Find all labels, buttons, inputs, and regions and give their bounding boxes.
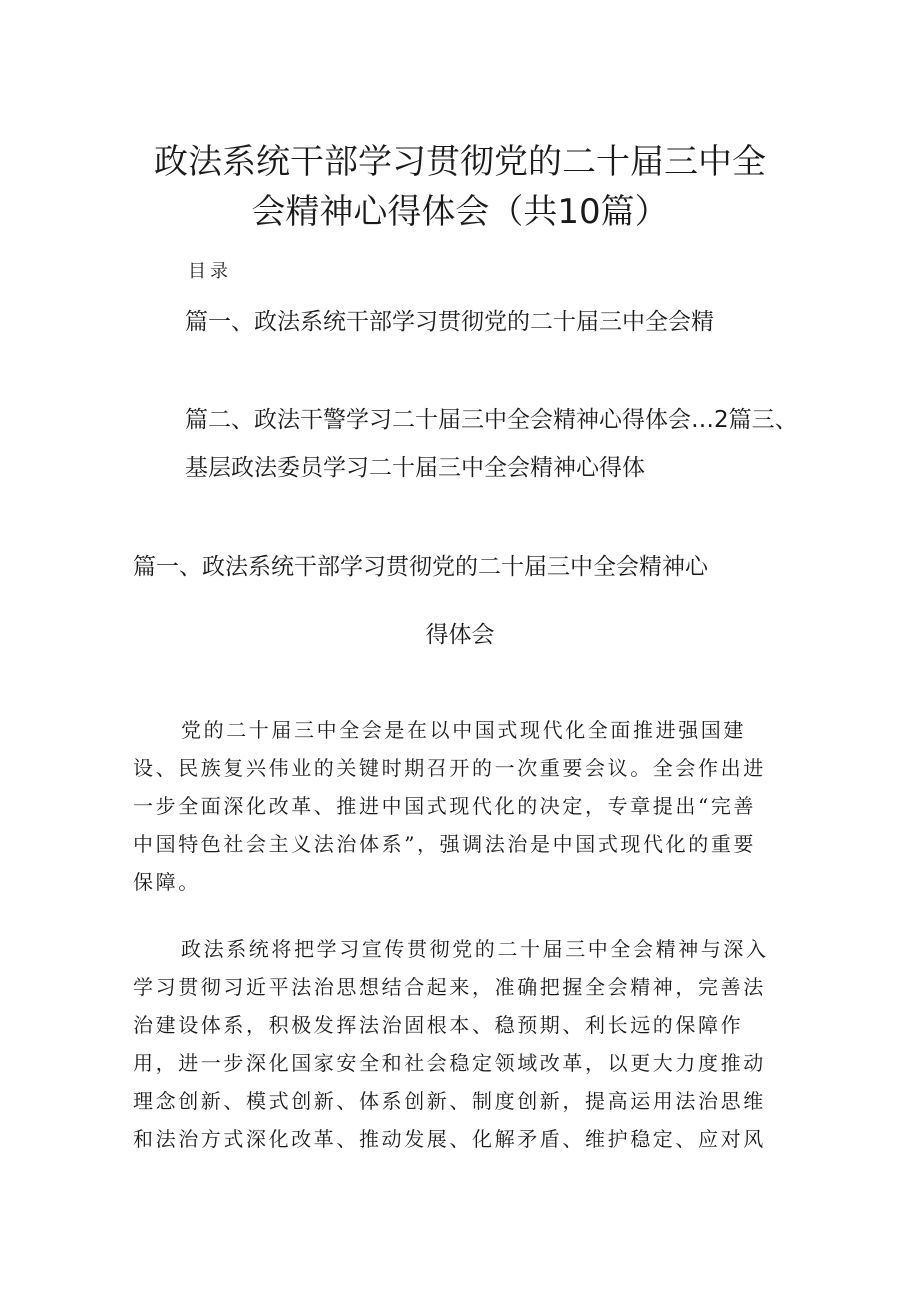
paragraph-line: 学习贯彻习近平法治思想结合起来，准确把握全会精神，完善法 — [133, 975, 766, 999]
paragraph-line: 治建设体系，积极发挥法治固根本、稳预期、利长远的保障作 — [133, 1013, 744, 1037]
paragraph-line: 党的二十届三中全会是在以中国式现代化全面推进强国建 — [181, 718, 746, 742]
paragraph-line: 政法系统将把学习宣传贯彻党的二十届三中全会精神与深入 — [181, 937, 769, 961]
toc-label: 目录 — [188, 261, 232, 282]
paragraph-line: 理念创新、模式创新、体系创新、制度创新，提高运用法治思维 — [133, 1089, 766, 1113]
section-heading-line-1: 篇一、政法系统干部学习贯彻党的二十届三中全会精神心 — [133, 554, 708, 580]
toc-entry-1: 篇一、政法系统干部学习贯彻党的二十届三中全会精 — [185, 309, 714, 335]
paragraph-2 — [133, 930, 793, 1158]
document-title-line-1: 政法系统干部学习贯彻党的二十届三中全 — [154, 142, 766, 182]
paragraph-line: 和法治方式深化改革、推动发展、化解矛盾、维护稳定、应对风 — [133, 1127, 766, 1151]
paragraph-1 — [133, 711, 793, 901]
toc-entry-2: 篇二、政法干警学习二十届三中全会精神心得体会…2篇三、 — [185, 407, 798, 433]
document-title-line-2: 会精神心得体会（共10篇） — [251, 192, 669, 232]
section-heading-line-2: 得体会 — [425, 622, 495, 648]
paragraph-line: 中国特色社会主义法治体系”，强调法治是中国式现代化的重要 — [133, 832, 757, 856]
paragraph-line: 一步全面深化改革、推进中国式现代化的决定，专章提出“完善 — [133, 794, 757, 818]
paragraph-line: 保障。 — [133, 870, 201, 894]
paragraph-line: 设、民族复兴伟业的关键时期召开的一次重要会议。全会作出进 — [133, 756, 766, 780]
toc-entry-3: 基层政法委员学习二十届三中全会精神心得体 — [185, 455, 645, 481]
paragraph-line: 用，进一步深化国家安全和社会稳定领域改革，以更大力度推动 — [133, 1051, 766, 1075]
